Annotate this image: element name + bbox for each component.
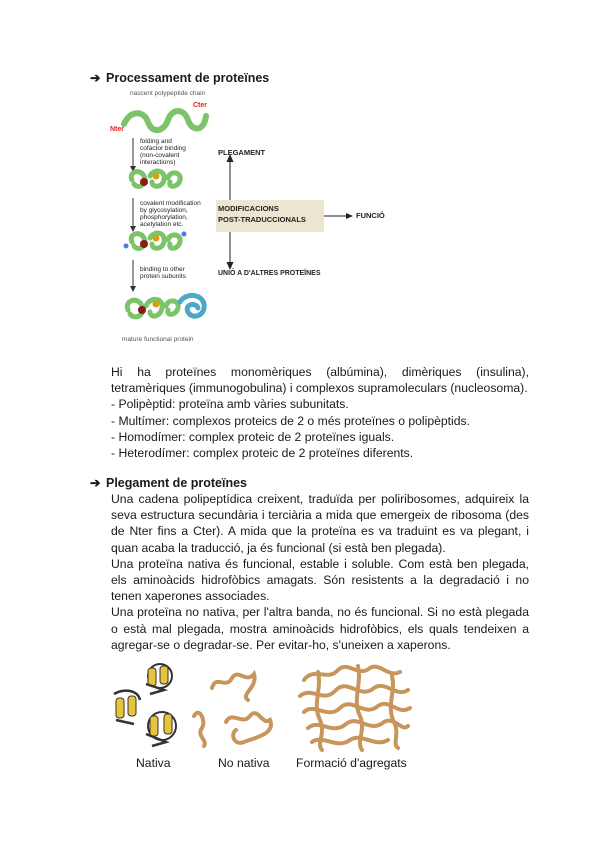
- nter-label: Nter: [110, 126, 125, 133]
- intro-paragraph: Hi ha proteïnes monomèriques (albúmina), dimèriques (insulina), tetramèriques (immunogobulina) i complexos supramoleculars (nucleosoma).: [111, 365, 529, 396]
- step3-label: binding to other protein subunits: [140, 266, 186, 280]
- protein-processing-figure: [110, 88, 400, 348]
- non-native-chain-1: [212, 674, 255, 700]
- funcio-label: FUNCIÓ: [356, 211, 385, 220]
- bullet-item: - Multímer: complexos proteics de 2 o més proteïnes o polipèptids.: [111, 413, 471, 428]
- caption-native: Nativa: [136, 756, 171, 770]
- step1-label: folding and cofactor binding (non-covalent interactions): [140, 138, 186, 166]
- arrow-right-icon: ➔: [90, 476, 101, 490]
- paragraph-2: Una proteïna nativa és funcional, estable i soluble. Com està ben plegada, els aminoàcids hidrofòbics amagats. Són resistents a la degradació i no tenen xaperones associades.: [111, 556, 529, 604]
- native-protein-2: [114, 691, 140, 724]
- caption-aggregates: Formació d'agregats: [296, 756, 407, 770]
- cter-label: Cter: [193, 102, 208, 109]
- section-heading-plegament: ➔ Plegament de proteïnes: [90, 476, 248, 490]
- step2-label: covalent modification by glycosylation, phosphorylation, acetylation etc.: [140, 200, 201, 228]
- bullet-item: - Polipèptid: proteïna amb vàries subunitats.: [111, 397, 349, 412]
- plegament-label: PLEGAMENT: [218, 148, 266, 157]
- native-protein-1: [146, 664, 172, 694]
- folding-states-figure: [108, 660, 418, 752]
- modified-protein-2: [124, 232, 187, 249]
- native-protein-3: [146, 712, 176, 746]
- mature-protein-complex: [127, 295, 204, 316]
- folded-protein-1: [131, 171, 180, 186]
- section-heading-processament: ➔ Processament de proteïnes: [90, 71, 270, 85]
- paragraph-3: Una proteïna no nativa, per l'altra banda, no és funcional. Si no està plegada o està mal plegada, mostra aminoàcids hidrofòbics, els quals tendeixen a agregar-se o degradar-se. Per evitar-ho, s'uneixen a xaperons.: [111, 605, 529, 652]
- modificacions-line2: POST-TRADUCCIONALS: [218, 215, 306, 224]
- bullet-item: - Homodímer: complex proteic de 2 proteïnes iguals.: [111, 429, 395, 444]
- section1-text: [111, 364, 529, 461]
- modificacions-line1: MODIFICACIONS: [218, 204, 279, 213]
- non-native-chain-3: [226, 713, 271, 743]
- bullet-item: - Heterodímer: complex proteic de 2 proteïnes diferents.: [111, 446, 414, 461]
- section2-text: [111, 491, 529, 653]
- folding-states-illustration: [108, 660, 418, 752]
- arrow-right-icon: ➔: [90, 71, 101, 85]
- unio-label: UNIÓ A D'ALTRES PROTEÏNES: [218, 270, 321, 277]
- paragraph-1: Una cadena polipeptídica creixent, traduïda per poliribosomes, adquireix la seva estructura secundària i terciària a mida que emergeix de ribosoma (des de Nter fins a Cter). A mida que la proteïna es va traduint es va plegant, i quan acaba la traducció, ja és funcional (si està ben plegada).: [111, 492, 529, 555]
- aggregate-cluster: [300, 666, 410, 750]
- mature-protein-label: mature functional protein: [122, 336, 194, 343]
- caption-non-native: No nativa: [218, 756, 270, 770]
- chain-label: nascent polypeptide chain: [130, 90, 206, 97]
- non-native-chain-2: [194, 713, 205, 746]
- nascent-chain: [124, 111, 206, 130]
